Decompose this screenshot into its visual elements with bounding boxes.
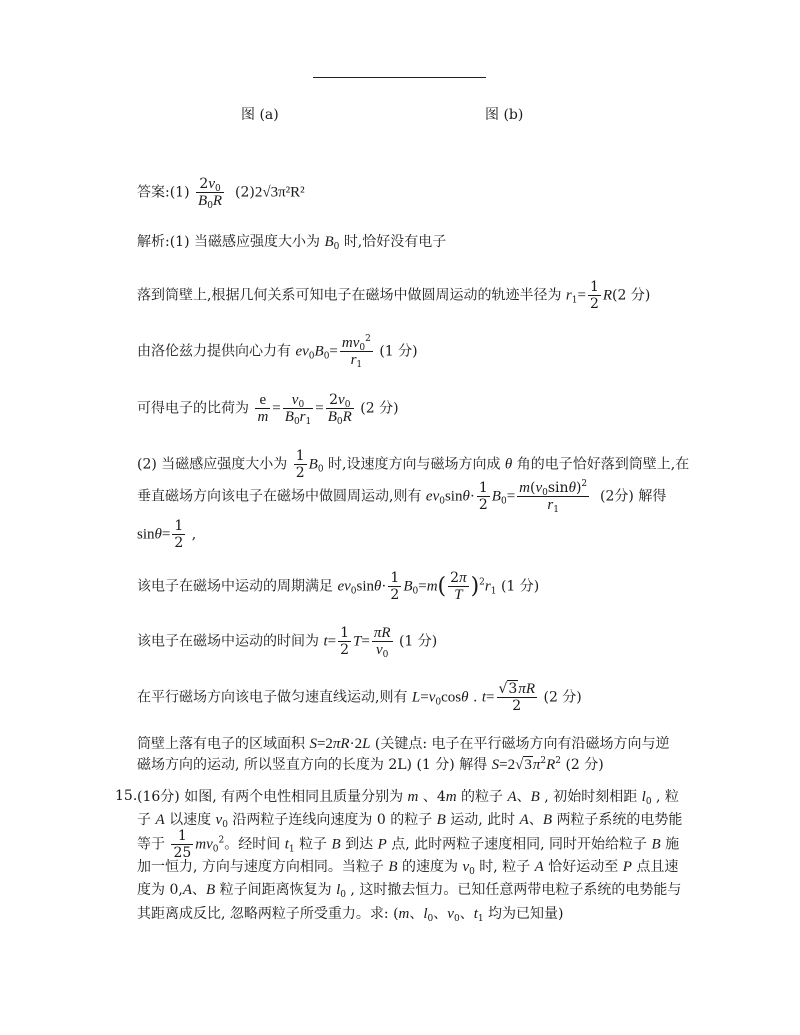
answer-line: 答案:(1) $\frac{2v_0}{B_0R}$ (2)2√3π²R² xyxy=(137,176,305,211)
analysis-line-2: 落到筒壁上,根据几何关系可知电子在磁场中做圆周运动的轨迹半径为 $r_1=$ $\frac{1}{2}$ R(2 分) xyxy=(137,279,651,312)
problem-line-2: 子 A 以速度 $v_0$ 沿两粒子连线向速度为 0 的粒子 B 运动, 此时 A、B 两粒子系统的电势能 xyxy=(137,812,683,830)
problem-line-4: 加一恒力, 方向与速度方向相同。当粒子 B 的速度为 $v_0$ 时, 粒子 A 恰好运动至 P 点且速 xyxy=(137,859,679,877)
problem-line-3: 等于 $\frac{1}{25}$ $mv_0^2$。经时间 $t_1$ 粒子 B 到达 P 点, 此时两粒子速度相同, 同时开始给粒子 B 施 xyxy=(137,828,680,861)
analysis-line-4: 可得电子的比荷为 $\frac{e}{m}$ = $\frac{v_0}{B_0r_1}$ = $\frac{2v_0}{B_0R}$ (2 分) xyxy=(137,392,399,427)
figure-b-caption: 图 (b) xyxy=(485,107,524,123)
divider-line xyxy=(313,77,486,78)
analysis-line-3: 由洛伦兹力提供向心力有 $ev_0B_0=$ $\frac{mv_0^2}{r_1}$ (1 分) xyxy=(137,334,418,370)
figure-a-caption: 图 (a) xyxy=(241,107,279,123)
problem-number: 15. xyxy=(115,788,138,804)
problem-line-1: (16分) 如图, 有两个电性相同且质量分别为 m 、4m 的粒子 A、B , 初始时刻相距 $l_0$ , 粒 xyxy=(137,789,679,807)
analysis-line-5: (2) 当磁感应强度大小为 $\frac{1}{2}$ $B_0$ 时,设速度方向与磁场方向成 θ 角的电子恰好落到筒壁上,在 xyxy=(137,448,690,481)
analysis-line-9: 该电子在磁场中运动的时间为 t= $\frac{1}{2}$ T= $\frac{\pi R}{v_0}$ (1 分) xyxy=(137,625,438,660)
analysis-line-12: 磁场方向的运动, 所以竖直方向的长度为 2L) (1 分) 解得 $S=2√3\pi^2R^2$ (2 分) xyxy=(137,756,604,773)
analysis-line-6: 垂直磁场方向该电子在磁场中做圆周运动,则有 $ev_0\sin\theta\cdot$ $\frac{1}{2}$ $B_0=$ $\frac{m(v_0\sin\theta)^2}{r_1}$ (2分) 解得 xyxy=(137,479,667,515)
analysis-line-8: 该电子在磁场中运动的周期满足 $ev_0\sin\theta\cdot$ $\frac{1}{2}$ $B_0=m$( $\frac{2\pi}{T}$ )$^2r_1$ (1 分) xyxy=(137,570,540,603)
analysis-line-7: sinθ= $\frac{1}{2}$ , xyxy=(137,518,197,551)
answer1-fraction: $\frac{2v_0}{B_0R}$ xyxy=(198,176,223,211)
analysis-line-10: 在平行磁场方向该电子做匀速直线运动,则有 $L=v_0\cos\theta$ . t= $\frac{√3\pi R}{2}$ (2 分) xyxy=(137,681,582,714)
analysis-line-1: 解析:(1) 当磁感应强度大小为 $B_0$ 时,恰好没有电子 xyxy=(137,234,447,252)
analysis-line-11: 筒壁上落有电子的区域面积 S=2πR·2L (关键点: 电子在平行磁场方向有沿磁场方向与逆 xyxy=(137,736,670,752)
problem-line-6: 其距离成反比, 忽略两粒子所受重力。求: (m、$l_0$、$v_0$、$t_1$ 均为已知量) xyxy=(137,906,564,924)
problem-line-5: 度为 0,A、B 粒子间距离恢复为 $l_0$ , 这时撤去恒力。已知任意两带电粒子系统的电势能与 xyxy=(137,882,682,900)
